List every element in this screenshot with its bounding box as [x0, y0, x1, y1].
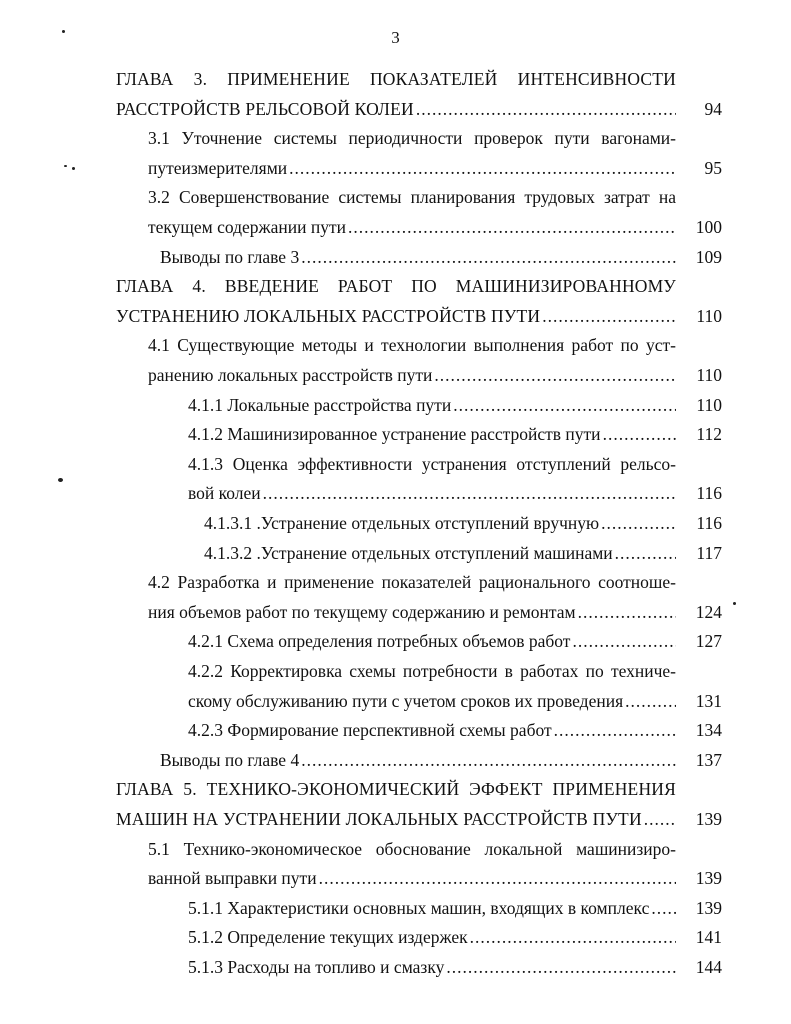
scan-speck: [72, 167, 75, 170]
toc-entry-title-row: [188, 893, 676, 923]
toc-entry-title-row: [188, 419, 676, 449]
toc-page-number: 117: [696, 542, 722, 563]
toc-page-number: 141: [695, 927, 722, 948]
toc-entry-title-row: [160, 242, 676, 272]
toc-page-number: 109: [695, 246, 722, 267]
toc-entry-title-row: [148, 153, 676, 183]
toc-entry-title-row: [188, 715, 676, 745]
dot-leader: [554, 715, 676, 745]
toc-entry-title-row: [188, 686, 676, 716]
toc-entry-title: Выводы по главе 4: [160, 749, 300, 770]
toc-entry-title: 5.1.1 Характеристики основных машин, входящих в комплекс: [188, 897, 650, 918]
toc-entry-title: ГЛАВА 3. ПРИМЕНЕНИЕ ПОКАЗАТЕЛЕЙ ИНТЕНСИВНОСТИ: [116, 69, 676, 89]
toc-entry-title: 4.1.3 Оценка эффективности устранения отступлений рельсо-: [188, 453, 676, 474]
dot-leader: [542, 301, 676, 331]
toc-entry-title: МАШИН НА УСТРАНЕНИИ ЛОКАЛЬНЫХ РАССТРОЙСТВ ПУТИ: [116, 809, 642, 829]
toc-entry-title-row: [204, 508, 676, 538]
toc-entry-title-row: [148, 360, 676, 390]
toc-entry-title: РАССТРОЙСТВ РЕЛЬСОВОЙ КОЛЕИ: [116, 98, 414, 119]
toc-entry-title: 5.1 Технико-экономическое обоснование локальной машинизиро-: [148, 838, 676, 859]
dot-leader: [434, 360, 676, 390]
dot-leader: [301, 242, 676, 272]
toc-entry-title: вой колеи: [188, 483, 261, 504]
toc-entry-title-row: [188, 626, 676, 656]
toc-entry-title: 4.2.2 Корректировка схемы потребности в работах по техниче-: [188, 661, 676, 681]
dot-leader: [615, 538, 676, 568]
dot-leader: [603, 419, 676, 449]
toc-page-number: 112: [696, 424, 722, 445]
toc-page-number: 139: [695, 868, 722, 889]
dot-leader: [446, 952, 676, 982]
toc-page-number: 116: [696, 483, 722, 504]
dot-leader: [453, 390, 676, 420]
page-number: 3: [391, 28, 400, 47]
dot-leader: [348, 212, 676, 242]
toc-entry-title: 4.2.3 Формирование перспективной схемы работ: [188, 720, 552, 741]
scan-speck: [64, 165, 67, 167]
toc-entry-title-row: [148, 863, 676, 893]
toc-page-number: 110: [696, 365, 722, 385]
toc-entry-title: скому обслуживанию пути с учетом сроков их проведения: [188, 690, 624, 711]
toc-entry-title-row: [116, 94, 676, 124]
toc-entry-title: 4.1.3.1 .Устранение отдельных отступлений вручную: [204, 513, 600, 533]
dot-leader: [416, 94, 676, 124]
dot-leader: [289, 153, 676, 183]
toc-entry-title: 4.2 Разработка и применение показателей рационального соотноше-: [148, 572, 676, 593]
toc-entry-title: 4.1.3.2 .Устранение отдельных отступлений машинами: [204, 542, 613, 563]
toc-page-number: 139: [695, 897, 722, 918]
toc-entry-title-row: [188, 952, 676, 982]
toc-page-number: 139: [695, 809, 722, 829]
dot-leader: [601, 508, 676, 538]
toc-page-number: 127: [695, 631, 722, 652]
dot-leader: [578, 597, 676, 627]
toc-entry-title: текущем содержании пути: [148, 217, 347, 237]
toc-entry-title: УСТРАНЕНИЮ ЛОКАЛЬНЫХ РАССТРОЙСТВ ПУТИ: [116, 305, 541, 326]
dot-leader: [263, 478, 676, 508]
dot-leader: [625, 686, 676, 716]
toc-entry-title: ванной выправки пути: [148, 868, 317, 889]
dot-leader: [470, 922, 676, 952]
toc-page-number: 95: [704, 157, 722, 178]
toc-entry-title: ГЛАВА 5. ТЕХНИКО-ЭКОНОМИЧЕСКИЙ ЭФФЕКТ ПРИМЕНЕНИЯ: [116, 779, 676, 800]
toc-entry-title: 4.1.1 Локальные расстройства пути: [188, 394, 452, 415]
toc-entry-title: Выводы по главе 3: [160, 246, 300, 267]
toc-entry-title: 5.1.3 Расходы на топливо и смазку: [188, 957, 445, 977]
toc-entry-title: 4.2.1 Схема определения потребных объемов работ: [188, 631, 571, 652]
toc-page-number: 94: [704, 98, 722, 119]
toc-entry-title: 3.1 Уточнение системы периодичности проверок пути вагонами-: [148, 128, 676, 149]
toc-page-number: 131: [695, 690, 722, 711]
toc-entry-title: 4.1.2 Машинизированное устранение расстройств пути: [188, 424, 601, 445]
toc-page-number: 144: [695, 957, 722, 977]
scan-speck: [62, 30, 65, 33]
dot-leader: [301, 745, 676, 775]
scan-speck: [733, 602, 736, 605]
dot-leader: [644, 804, 676, 834]
toc-entry-title-row: [116, 804, 676, 834]
toc-entry-title-row: [188, 390, 676, 420]
toc-page-number: 110: [696, 394, 722, 415]
toc-entry-title: 4.1 Существующие методы и технологии выполнения работ по уст-: [148, 335, 676, 356]
toc-entry-title: ранению локальных расстройств пути: [148, 365, 433, 385]
toc-entry-title-row: [188, 922, 676, 952]
toc-entry-title-row: [148, 597, 676, 627]
toc-entry-title-row: [188, 478, 676, 508]
toc-page-number: 100: [695, 217, 722, 237]
dot-leader: [651, 893, 676, 923]
toc-entry-title: ГЛАВА 4. ВВЕДЕНИЕ РАБОТ ПО МАШИНИЗИРОВАННОМУ: [116, 276, 676, 297]
toc-entry-title-row: [204, 538, 676, 568]
toc-page-number: 124: [695, 601, 722, 622]
toc-page-number: 116: [696, 513, 722, 533]
toc-entry-title: ния объемов работ по текущему содержанию и ремонтам: [148, 601, 576, 622]
toc-page-number: 110: [696, 305, 722, 326]
dot-leader: [319, 863, 676, 893]
scan-speck: [58, 478, 63, 482]
toc-page-number: 134: [695, 720, 722, 741]
toc-page-number: 137: [695, 749, 722, 770]
toc-entry-title-row: [148, 212, 676, 242]
toc-entry-title-row: [116, 301, 676, 331]
toc-entry-title: 3.2 Совершенствование системы планирования трудовых затрат на: [148, 187, 676, 208]
toc-entry-title: путеизмерителями: [148, 157, 288, 178]
toc-entry-title: 5.1.2 Определение текущих издержек: [188, 927, 468, 948]
toc-entry-title-row: [160, 745, 676, 775]
dot-leader: [572, 626, 676, 656]
